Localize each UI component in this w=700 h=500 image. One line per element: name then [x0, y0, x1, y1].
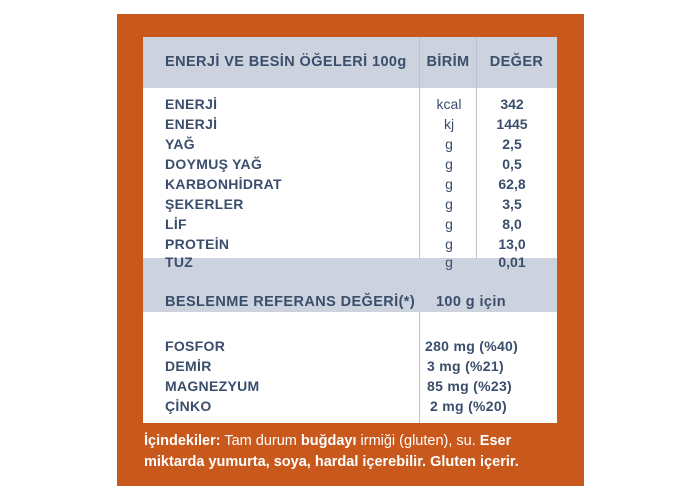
nutrient-unit: g	[445, 236, 453, 252]
column-divider-reference	[419, 312, 420, 423]
nutrition-card	[143, 37, 557, 423]
allergen-warning: Eser miktarda yumurta, soya, hardal içerebilir. Gluten içerir.	[144, 433, 519, 470]
nutrient-value: 0,5	[502, 156, 522, 172]
header-value: DEĞER	[489, 54, 544, 70]
nutrient-value: 0,01	[498, 254, 526, 270]
nutrient-value: 342	[500, 96, 524, 112]
mineral-value: 280 mg (%40)	[425, 338, 519, 354]
nutrient-name: KARBONHİDRAT	[165, 176, 282, 192]
nutrient-unit: kcal	[436, 96, 462, 112]
mineral-name: FOSFOR	[165, 338, 226, 354]
mineral-value: 3 mg (%21)	[427, 358, 504, 374]
ingredients-wheat: buğdayı	[300, 433, 357, 449]
header-unit: BİRİM	[426, 54, 470, 70]
nutrient-value: 1445	[496, 116, 528, 132]
reference-amount: 100 g için	[435, 294, 507, 310]
nutrient-value: 8,0	[502, 216, 522, 232]
nutrient-unit: kj	[443, 116, 455, 132]
mineral-name: MAGNEZYUM	[165, 378, 260, 394]
nutrient-name: LİF	[165, 216, 187, 232]
ingredients-text	[144, 431, 574, 473]
mineral-name: DEMİR	[165, 358, 212, 374]
nutrient-name: YAĞ	[165, 136, 195, 152]
nutrient-unit: g	[445, 254, 453, 270]
mineral-value: 85 mg (%23)	[427, 378, 512, 394]
header-nutrients: ENERJİ VE BESİN ÖĞELERİ 100g	[165, 54, 407, 70]
ingredients-part2: irmiği (gluten), su.	[356, 433, 480, 449]
nutrient-name: DOYMUŞ YAĞ	[165, 156, 263, 172]
ingredients-part1: Tam durum	[220, 433, 301, 449]
mineral-name: ÇİNKO	[165, 398, 212, 414]
nutrient-value: 13,0	[498, 236, 526, 252]
nutrient-unit: g	[445, 136, 453, 152]
nutrient-unit: g	[445, 196, 453, 212]
nutrient-name: ENERJİ	[165, 96, 218, 112]
nutrient-value: 3,5	[502, 196, 522, 212]
nutrient-unit: g	[445, 216, 453, 232]
nutrient-name: ENERJİ	[165, 116, 218, 132]
nutrient-name: ŞEKERLER	[165, 196, 244, 212]
nutrient-unit: g	[445, 176, 453, 192]
nutrient-name: TUZ	[165, 254, 194, 270]
nutrient-name: PROTEİN	[165, 236, 230, 252]
nutrient-unit: g	[445, 156, 453, 172]
nutrient-value: 62,8	[498, 176, 526, 192]
ingredients-label: İçindekiler:	[144, 433, 221, 449]
mineral-value: 2 mg (%20)	[430, 398, 507, 414]
nutrient-value: 2,5	[502, 136, 522, 152]
reference-title: BESLENME REFERANS DEĞERİ(*)	[165, 294, 416, 310]
